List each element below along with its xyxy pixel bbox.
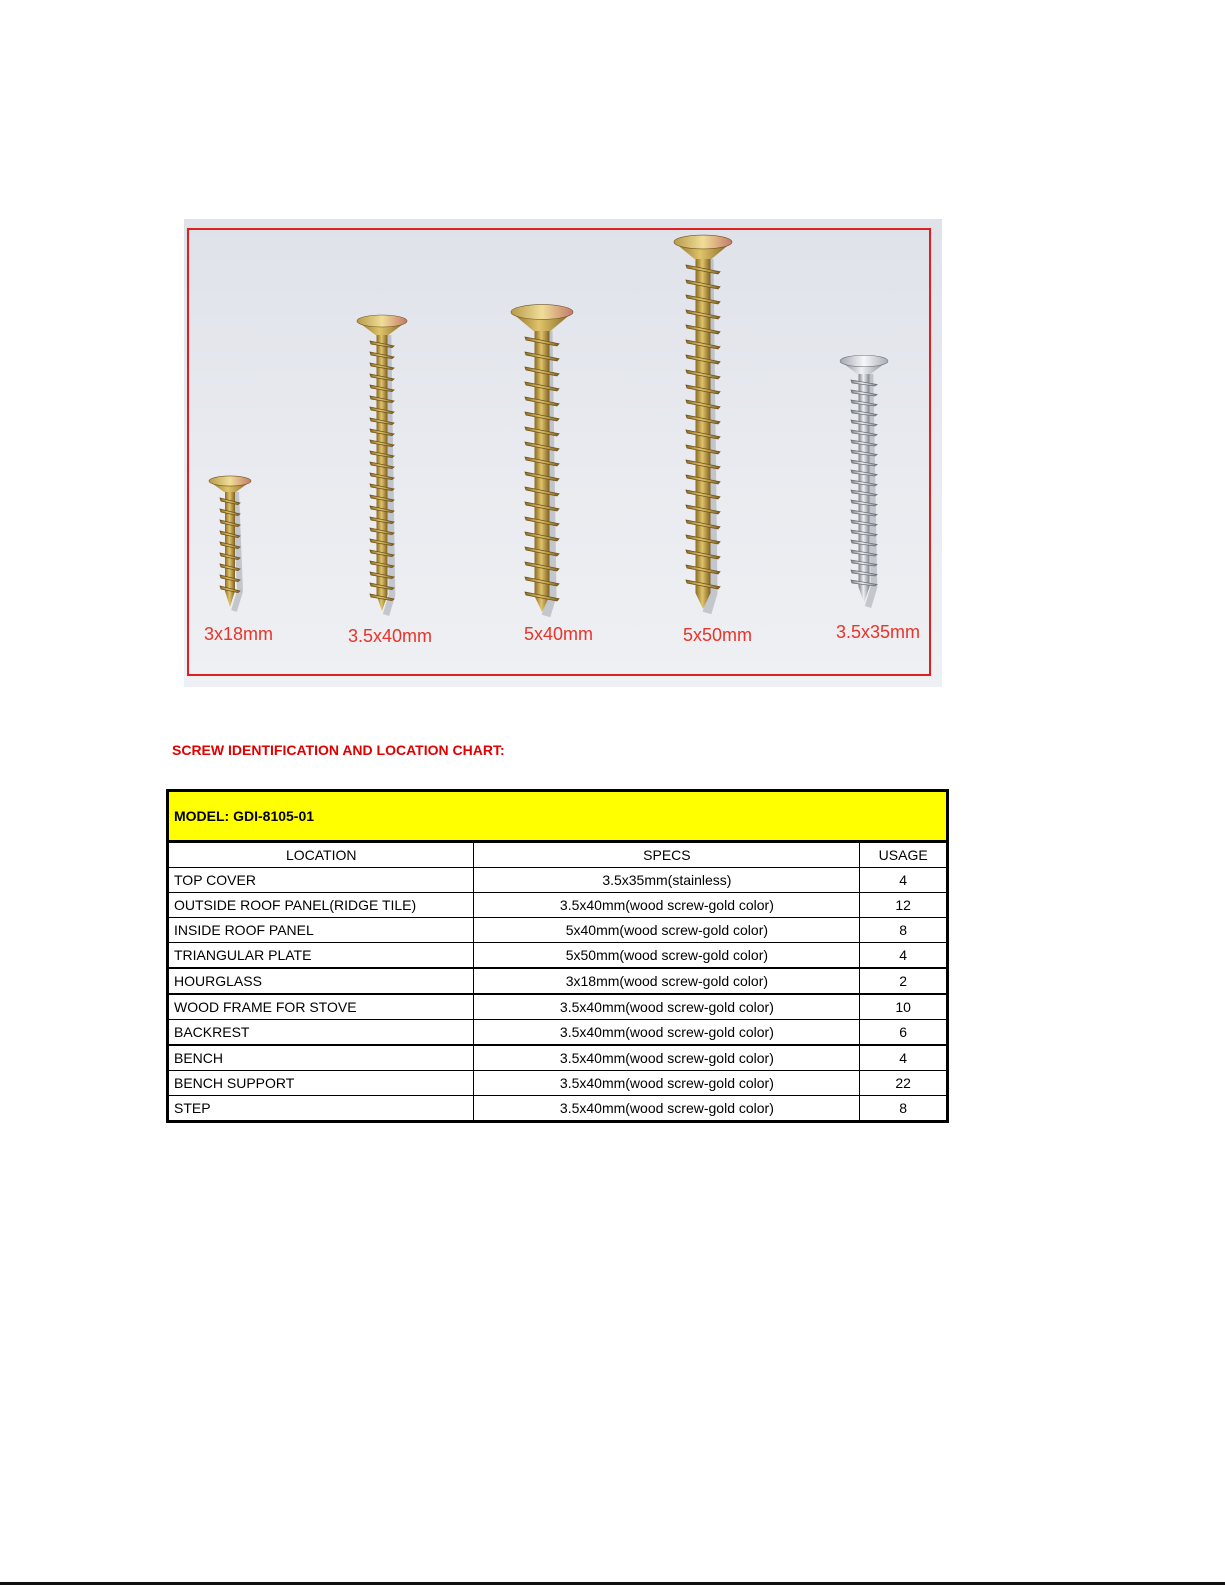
screw-location-table [166,789,949,1123]
table-row [168,893,948,918]
table-row [168,1071,948,1096]
row-usage: 8 [860,1096,948,1122]
row-specs: 5x50mm(wood screw-gold color) [474,943,860,969]
table-row [168,943,948,969]
row-usage: 12 [860,893,948,918]
row-location: WOOD FRAME FOR STOVE [168,994,474,1020]
row-usage: 4 [860,1045,948,1071]
screw-3-5x40 [357,315,407,615]
screw-head-top [674,235,732,249]
row-specs: 3.5x40mm(wood screw-gold color) [474,994,860,1020]
row-usage: 22 [860,1071,948,1096]
row-usage: 2 [860,968,948,994]
row-usage: 6 [860,1020,948,1046]
screw-head-top [511,305,573,320]
row-location: BACKREST [168,1020,474,1046]
table-row [168,868,948,893]
screw-3x18 [209,476,251,611]
screw-photo [184,219,942,687]
row-location: BENCH [168,1045,474,1071]
row-location: HOURGLASS [168,968,474,994]
screw-5x50 [674,235,732,613]
table-row [168,1020,948,1046]
row-location: BENCH SUPPORT [168,1071,474,1096]
row-location: STEP [168,1096,474,1122]
row-location: TRIANGULAR PLATE [168,943,474,969]
row-specs: 3x18mm(wood screw-gold color) [474,968,860,994]
row-location: TOP COVER [168,868,474,893]
screw-label-5x40: 5x40mm [524,624,594,644]
row-specs: 5x40mm(wood screw-gold color) [474,918,860,943]
screw-label-3x18: 3x18mm [204,624,274,644]
row-location: INSIDE ROOF PANEL [168,918,474,943]
header-specs: SPECS [474,842,860,868]
screw-5x40 [511,305,573,616]
table-row [168,1096,948,1122]
row-usage: 4 [860,868,948,893]
table-row [168,1045,948,1071]
row-usage: 8 [860,918,948,943]
row-usage: 10 [860,994,948,1020]
screw-head-top [357,315,407,327]
row-specs: 3.5x40mm(wood screw-gold color) [474,1020,860,1046]
table-row [168,918,948,943]
screw-illustration [184,219,942,687]
screw-label-5x50: 5x50mm [683,625,753,645]
screw-3-5x35 [840,355,888,607]
table-header-row [168,842,948,868]
header-usage: USAGE [860,842,948,868]
table-row [168,968,948,994]
row-usage: 4 [860,943,948,969]
screw-head-top [209,476,251,486]
table-row [168,994,948,1020]
row-location: OUTSIDE ROOF PANEL(RIDGE TILE) [168,893,474,918]
row-specs: 3.5x40mm(wood screw-gold color) [474,1071,860,1096]
row-specs: 3.5x40mm(wood screw-gold color) [474,1045,860,1071]
chart-heading: SCREW IDENTIFICATION AND LOCATION CHART: [172,742,505,758]
model-cell: MODEL: GDI-8105-01 [168,791,948,842]
screw-shaft [859,374,870,603]
screw-head-top [840,355,888,367]
row-specs: 3.5x35mm(stainless) [474,868,860,893]
screw-label-3-5x35: 3.5x35mm [836,622,921,642]
header-location: LOCATION [168,842,474,868]
row-specs: 3.5x40mm(wood screw-gold color) [474,893,860,918]
screw-label-3-5x40: 3.5x40mm [348,626,433,646]
row-specs: 3.5x40mm(wood screw-gold color) [474,1096,860,1122]
